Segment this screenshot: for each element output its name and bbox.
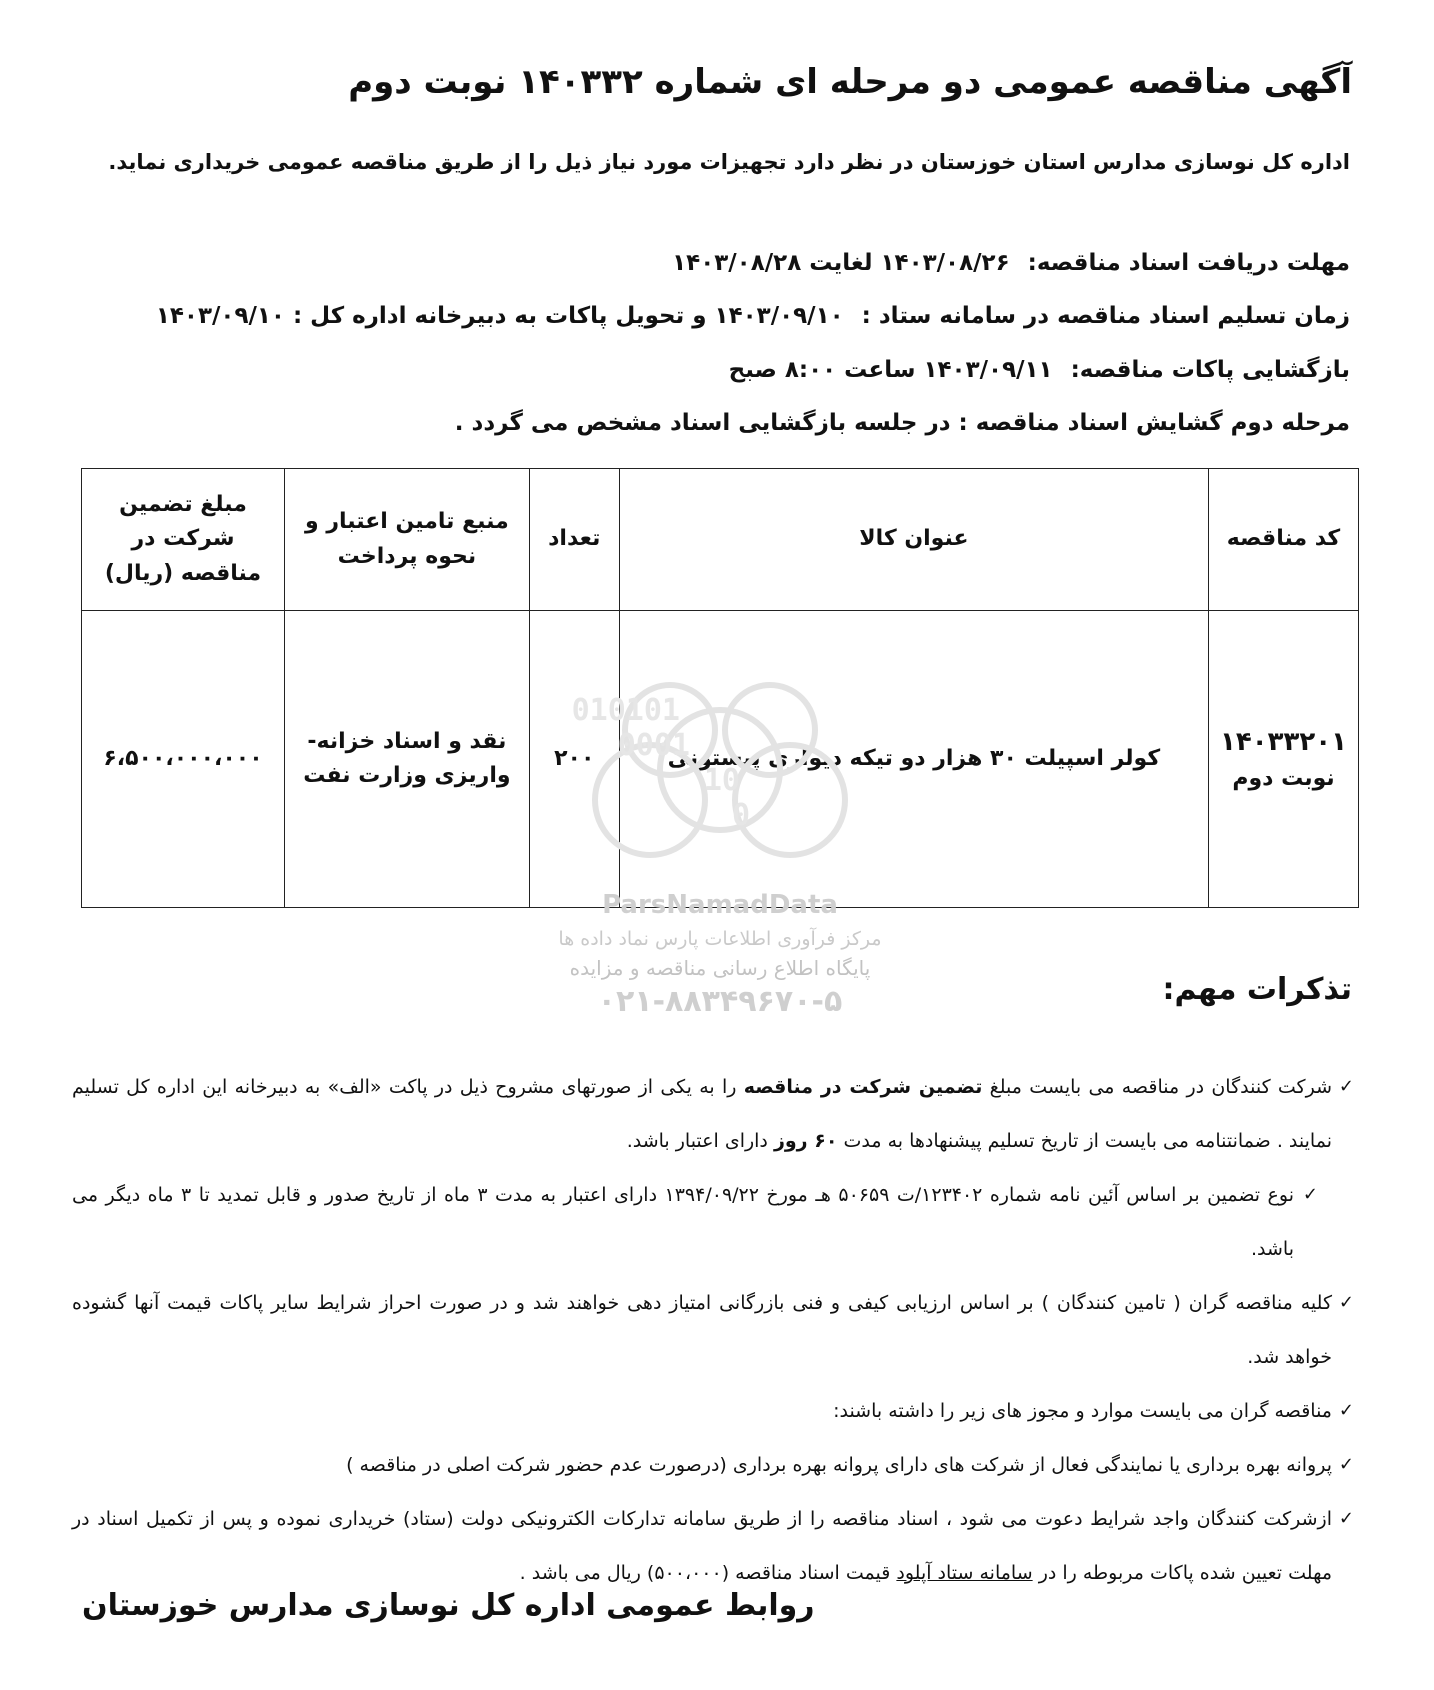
- check-icon: ✓: [1338, 1508, 1354, 1529]
- list-item: ✓ نوع تضمین بر اساس آئین نامه شماره ۱۲۳۴۰۲/ت ۵۰۶۵۹ هـ مورخ ۱۳۹۴/۰۹/۲۲ دارای اعتبار به مدت ۳ ماه از تاریخ صدور و قابل تمدید تا ۳ ماه دیگر می باشد.: [72, 1168, 1354, 1276]
- notes-title: تذکرات مهم:: [1162, 972, 1352, 1007]
- check-icon: ✓: [1338, 1076, 1354, 1097]
- check-icon: ✓: [1338, 1292, 1354, 1313]
- receive-deadline: [672, 250, 1350, 276]
- header-qty: تعداد: [529, 469, 619, 611]
- watermark-line1: مرکز فرآوری اطلاعات پارس نماد داده ها: [558, 928, 882, 950]
- cell-code: [1209, 611, 1359, 908]
- header-code: کد مناقصه: [1209, 469, 1359, 611]
- list-item: ✓ کلیه مناقصه گران ( تامین کنندگان ) بر اساس ارزیابی کیفی و فنی بازرگانی امتیاز دهی خواهند شد و در صورت احراز شرایط سایر پاکات قیمت آنها گشوده خواهد شد.: [72, 1276, 1354, 1384]
- receive-label: مهلت دریافت اسناد مناقصه:: [1027, 250, 1350, 276]
- watermark-line2: پایگاه اطلاع رسانی مناقصه و مزایده: [569, 956, 871, 980]
- list-item: ✓ شرکت کنندگان در مناقصه می بایست مبلغ تضمین شرکت در مناقصه را به یکی از صورتهای مشروح ذیل در پاکت «الف» به دبیرخانه این اداره کل تسلیم نمایند . ضمانتنامه می بایست از تاریخ تسلیم پیشنهادها به مدت ۶۰ روز دارای اعتبار باشد.: [72, 1060, 1354, 1168]
- tender-table: [81, 468, 1359, 908]
- check-icon: ✓: [1338, 1400, 1354, 1421]
- list-item: ✓ ازشرکت کنندگان واجد شرایط دعوت می شود ، اسناد مناقصه را از طریق سامانه تدارکات الکترونیکی دولت (ستاد) خریداری نموده و پس از تکمیل اسناد در مهلت تعیین شده پاکات مربوطه را در سامانه ستاد آپلود قیمت اسناد مناقصه (۵۰۰،۰۰۰) ریال می باشد .: [72, 1492, 1354, 1600]
- check-icon: ✓: [1302, 1184, 1318, 1205]
- opening-time: [729, 357, 1350, 383]
- tender-code: ۱۴۰۳۳۲۰۱: [1220, 726, 1347, 757]
- stage-two-note: مرحله دوم گشایش اسناد مناقصه : در جلسه بازگشایی اسناد مشخص می گردد .: [454, 410, 1350, 436]
- list-item: ✓ پروانه بهره برداری یا نمایندگی فعال از شرکت های دارای پروانه بهره برداری (درصورت عدم حضور شرکت اصلی در مناقصه ): [72, 1438, 1354, 1492]
- watermark-brand: ParsNamadData: [602, 890, 838, 920]
- open-label: بازگشایی پاکات مناقصه:: [1070, 357, 1350, 383]
- cell-funding: نقد و اسناد خزانه- واریزی وزارت نفت: [284, 611, 529, 908]
- svg-text:010101: 010101: [571, 693, 680, 728]
- page-title: آگهی مناقصه عمومی دو مرحله ای شماره ۱۴۰۳۳۲ نوبت دوم: [348, 62, 1352, 102]
- intro-paragraph: اداره کل نوسازی مدارس استان خوزستان در نظر دارد تجهیزات مورد نیاز ذیل را از طریق مناقصه عمومی خریداری نماید.: [108, 150, 1350, 174]
- cell-item: کولر اسپیلت ۳۰ هزار دو تیکه دیواری پیستونی: [619, 611, 1208, 908]
- table-header-row: [82, 469, 1359, 611]
- svg-text:0: 0: [731, 798, 750, 833]
- svg-text:10: 10: [703, 763, 740, 798]
- receive-value: ۱۴۰۳/۰۸/۲۶ لغایت ۱۴۰۳/۰۸/۲۸: [672, 250, 1010, 276]
- watermark-phone: ۰۲۱-۸۸۳۴۹۶۷۰-۵: [597, 984, 843, 1019]
- submit-label: زمان تسلیم اسناد مناقصه در سامانه ستاد :: [861, 303, 1350, 329]
- header-item: عنوان کالا: [619, 469, 1208, 611]
- submit-deadline: [156, 303, 1350, 329]
- svg-text:0001: 0001: [617, 728, 690, 763]
- header-guarantee: مبلغ تضمین شرکت در مناقصه (ریال): [82, 469, 285, 611]
- list-item: ✓ مناقصه گران می بایست موارد و مجوز های زیر را داشته باشند:: [72, 1384, 1354, 1438]
- footer-signature: روابط عمومی اداره کل نوسازی مدارس خوزستان: [82, 1588, 815, 1623]
- open-value: ۱۴۰۳/۰۹/۱۱ ساعت ۸:۰۰ صبح: [728, 357, 1053, 383]
- notes-list: [72, 1060, 1354, 1600]
- submit-value: ۱۴۰۳/۰۹/۱۰ و تحویل پاکات به دبیرخانه اداره کل : ۱۴۰۳/۰۹/۱۰: [155, 303, 844, 329]
- cell-qty: ۲۰۰: [529, 611, 619, 908]
- check-icon: ✓: [1338, 1454, 1354, 1475]
- table-row: [82, 611, 1359, 908]
- header-funding: منبع تامین اعتبار و نحوه پرداخت: [284, 469, 529, 611]
- cell-guarantee: ۶،۵۰۰،۰۰۰،۰۰۰: [82, 611, 285, 908]
- tender-round: نوبت دوم: [1232, 766, 1335, 792]
